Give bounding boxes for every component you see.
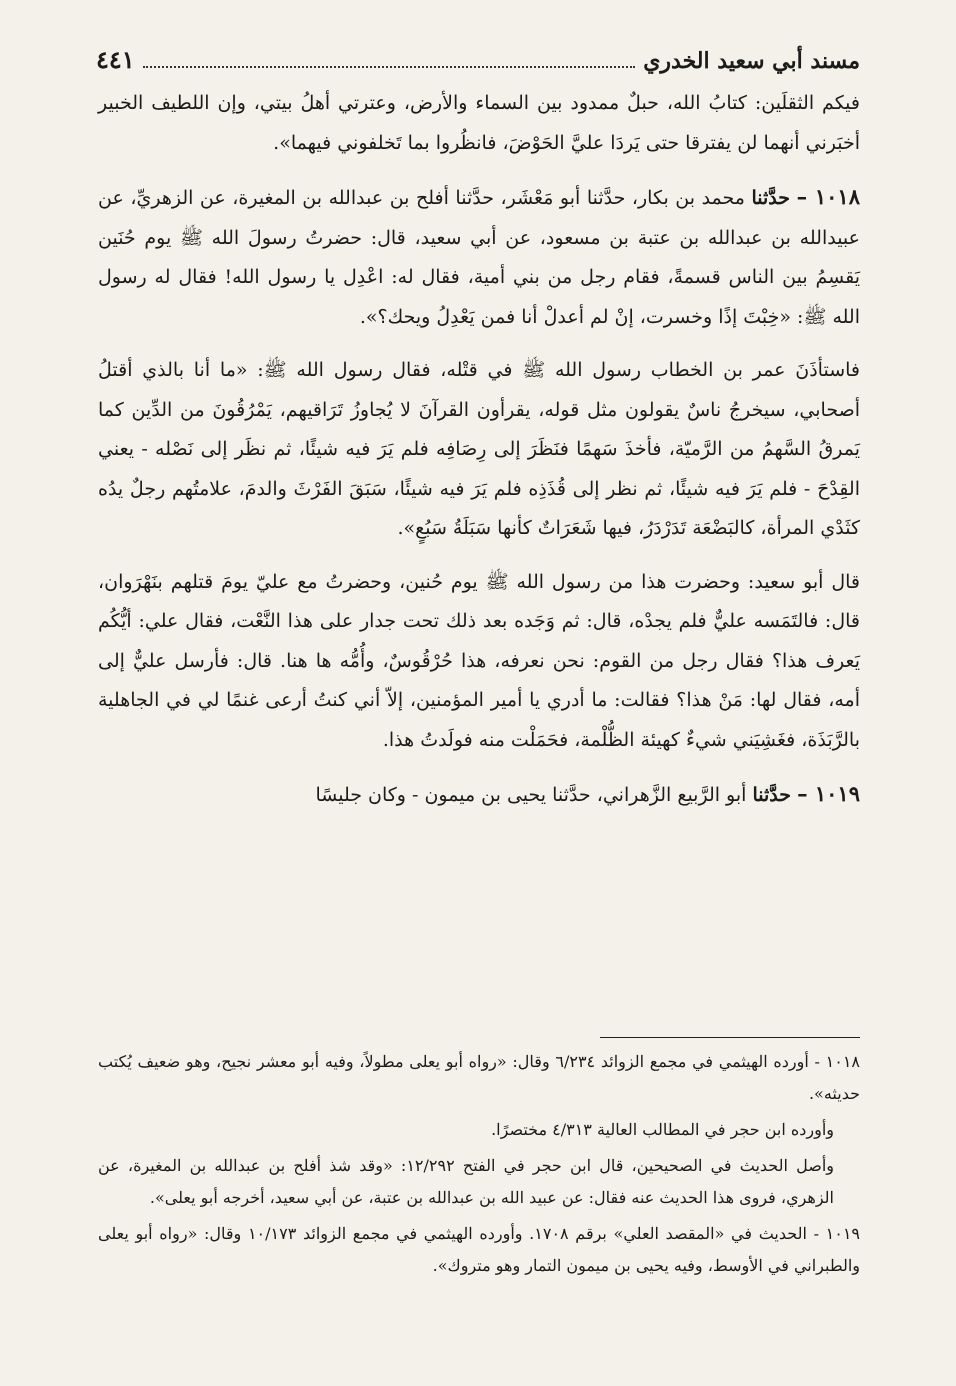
paragraph	[98, 84, 860, 163]
paragraph-text: فاستأذَنَ عمر بن الخطاب رسول الله ﷺ في قتْله، فقال رسول الله ﷺ: «ما أنا بالذي أقتلُ أصحابي، سيخرجُ ناسٌ يقولون مثل قوله، يقرأون القرآنَ لا يُجاوزُ تَرَاقيهم، يَمْرُقُونَ من الدِّين كما يَمرقُ السَّهمُ من الرَّميّة، فأخذَ سَهمًا فنَظَرَ إلى رِصَافِه فلم يَرَ فيه شيئًا، ثم نظَر إلى نَصْله - يعني القِدْحَ - فلم يَرَ فيه شيئًا، ثم نظر إلى قُذَذِه فلم يَرَ فيه شيئًا، سَبَقَ الفَرْثَ والدمَ، علامتُهم رجلٌ يدُه كثَدْي المرأة، كالبَضْعَة تَدَرْدَرُ، فيها شَعَرَاتٌ كأنها سَبَلَةُ سَبُعٍ».	[98, 359, 860, 539]
paragraph	[98, 563, 860, 761]
hadith-number: ١٠١٩ –	[797, 781, 860, 806]
footnote	[98, 1114, 860, 1146]
footnotes	[98, 1046, 860, 1286]
footnote	[98, 1150, 860, 1214]
hadith-number: ١٠١٨ –	[796, 184, 860, 209]
running-header	[96, 34, 860, 74]
page-number: ٤٤١	[96, 45, 135, 74]
footnote-text: ١٠١٨ - أورده الهيثمي في مجمع الزوائد ٦/٢٣٤ وقال: «رواه أبو يعلى مطولاً، وفيه أبو معشر نجيح، وهو ضعيف يُكتب حديثه».	[98, 1052, 860, 1103]
footnote-divider	[600, 1037, 860, 1038]
footnote-text: وأصل الحديث في الصحيحين، قال ابن حجر في الفتح ١٢/٢٩٢: «وقد شذ أفلح بن عبدالله بن المغيرة، عن الزهري، فروى هذا الحديث عنه فقال: عن عبيد الله بن عبدالله بن عتبة، عن أبي سعيد، أخرجه أبو يعلى».	[98, 1156, 834, 1207]
footnote	[98, 1218, 860, 1282]
paragraph-text: أبو الرَّبيع الزَّهراني، حدَّثنا يحيى بن ميمون - وكان جليسًا	[315, 784, 753, 806]
hadith-paragraph	[98, 177, 860, 337]
hadith-lead: حدَّثنا	[751, 187, 791, 209]
footnote	[98, 1046, 860, 1110]
paragraph	[98, 351, 860, 549]
paragraph-text: محمد بن بكار، حدَّثنا أبو مَعْشَر، حدَّثنا أفلح بن عبدالله بن المغيرة، عن الزهريِّ، عن عبيدالله بن عبدالله بن عتبة بن مسعود، عن أبي سعيد، قال: حضرتُ رسولَ الله ﷺ يوم حُنَين يَقسِمُ بين الناس قسمةً، فقام رجل من بني أمية، فقال له: اعْدِل يا رسول الله! فقال له رسول الله ﷺ: «خِبْتَ إذًا وخسرت، إنْ لم أعدلْ أنا فمن يَعْدِلُ ويحك؟».	[98, 187, 860, 328]
footnote-text: وأورده ابن حجر في المطالب العالية ٤/٣١٣ مختصرًا.	[491, 1120, 834, 1139]
paragraph-text: قال أبو سعيد: وحضرت هذا من رسول الله ﷺ يوم حُنين، وحضرتُ مع عليّ يومَ قتلهم بنَهْرَوان، قال: فالتَمَسه عليٌّ فلم يجدْه، قال: ثم وَجَده بعد ذلك تحت جدار على هذا النَّعْت، فقال علي: أيُّكُم يَعرف هذا؟ فقال رجل من القوم: نحن نعرفه، هذا حُرْقُوسٌ، وأُمُّه ها هنا. قال: فأرسل عليٌّ إلى أمه، فقال لها: مَنْ هذا؟ فقالت: ما أدري يا أمير المؤمنين، إلاّ أني كنتُ أرعى غنمًا لي في الجاهلية بالرَّبَذَة، فغَشِيَني شيءٌ كهيئة الظُّلْمة، فحَمَلْت منه فولَدتُ هذا.	[98, 570, 860, 751]
hadith-paragraph	[98, 774, 860, 816]
header-title: مسند أبي سعيد الخدري	[643, 48, 860, 74]
footnote-text: ١٠١٩ - الحديث في «المقصد العلي» برقم ١٧٠٨. وأورده الهيثمي في مجمع الزوائد ١٠/١٧٣ وقال: «رواه أبو يعلى والطبراني في الأوسط، وفيه يحيى بن ميمون التمار وهو متروك».	[98, 1224, 861, 1275]
hadith-lead: حدَّثنا	[752, 784, 792, 806]
main-text	[98, 84, 860, 830]
paragraph-text: فيكم الثقلَين: كتابُ الله، حبلٌ ممدود بين السماء والأرض، وعترتي أهلُ بيتي، وإن اللطيف الخبير أخبَرني أنهما لن يفترقا حتى يَردَا عليَّ الحَوْضَ، فانظُروا بما تَخلفوني فيهما».	[98, 92, 861, 154]
header-leader-dots	[143, 66, 636, 68]
